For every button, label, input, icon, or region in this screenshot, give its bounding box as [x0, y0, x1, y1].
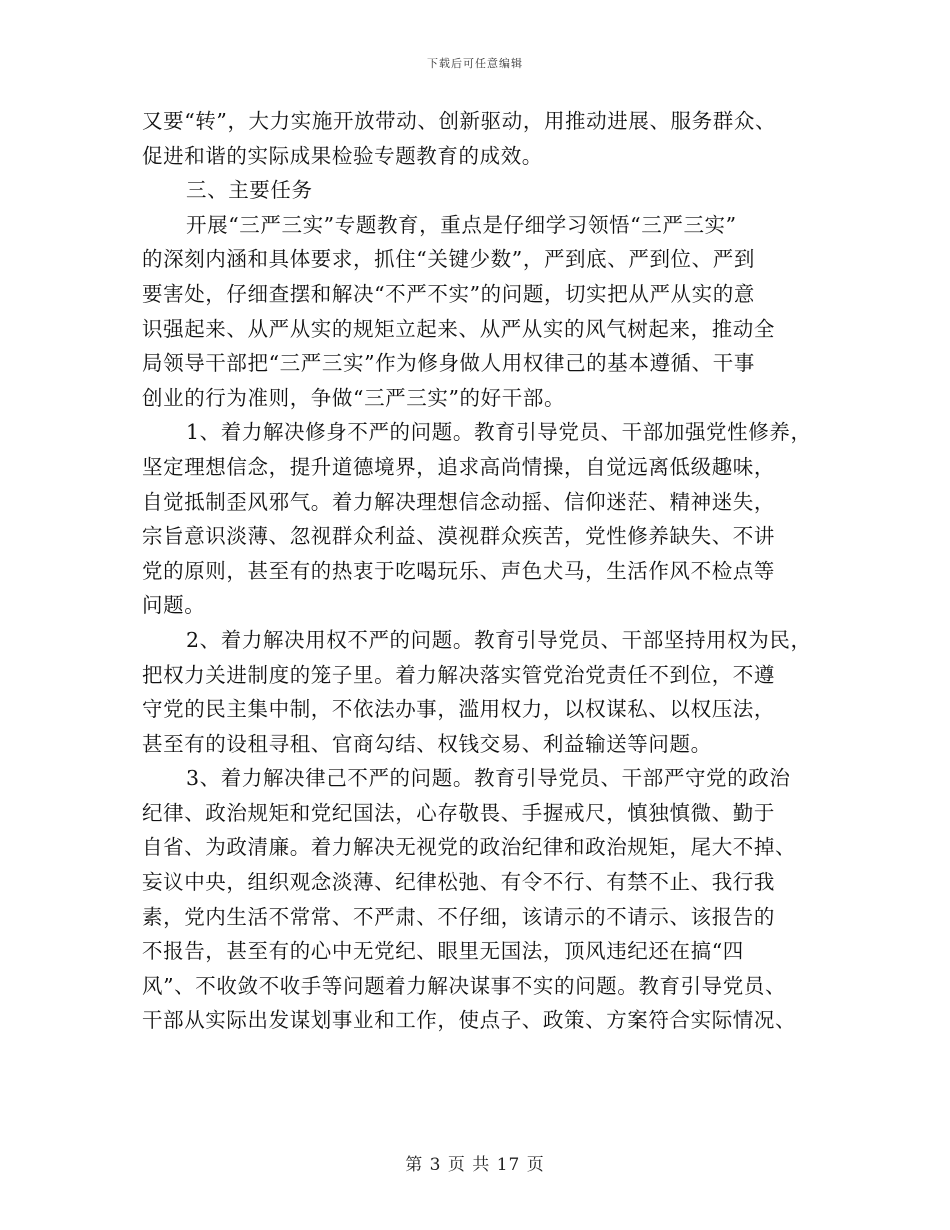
text-line: 风”、不收敛不收手等问题着力解决谋事不实的问题。教育引导党员、: [142, 973, 787, 998]
text-line: 宗旨意识淡薄、忽视群众利益、漠视群众疾苦，党性修养缺失、不讲: [142, 524, 775, 549]
text-line: 妄议中央，组织观念淡薄、纪律松弛、有令不行、有禁不止、我行我: [142, 870, 775, 895]
text-line: 又要“转”，大力实施开放带动、创新驱动，用推动进展、服务群众、: [142, 109, 777, 133]
text-line: 2、着力解决用权不严的问题。教育引导党员、干部坚持用权为民，: [186, 627, 812, 652]
text-line: 干部从实际出发谋划事业和工作，使点子、政策、方案符合实际情况、: [142, 1008, 797, 1033]
text-line: 素，党内生活不常常、不严肃、不仔细，该请示的不请示、该报告的: [142, 904, 775, 929]
text-line: 局领导干部把“三严三实”作为修身做人用权律己的基本遵循、干事: [142, 351, 755, 376]
text-line: 甚至有的设租寻租、官商勾结、权钱交易、利益输送等问题。: [142, 731, 712, 756]
text-line: 坚定理想信念，提升道德境界，追求高尚情操，自觉远离低级趣味，: [142, 454, 775, 479]
text-line: 纪律、政治规矩和党纪国法，心存敬畏、手握戒尺，慎独慎微、勤于: [142, 800, 775, 825]
document-body: [142, 104, 822, 1038]
text-line: 党的原则，甚至有的热衷于吃喝玩乐、声色犬马，生活作风不检点等: [142, 558, 775, 583]
text-line: 3、着力解决律己不严的问题。教育引导党员、干部严守党的政治: [186, 766, 791, 791]
text-line: 守党的民主集中制，不依法办事，滥用权力，以权谋私、以权压法，: [142, 697, 775, 722]
text-line: 创业的行为准则，争做“三严三实”的好干部。: [142, 385, 566, 410]
text-line: 不报告，甚至有的心中无党纪、眼里无国法，顶风违纪还在搞“四: [142, 939, 744, 964]
text-line: 要害处，仔细查摆和解决“不严不实”的问题，切实把从严从实的意: [142, 281, 755, 306]
section-heading: 三、主要任务: [186, 178, 313, 203]
text-line: 开展“三严三实”专题教育，重点是仔细学习领悟“三严三实”: [186, 212, 737, 237]
text-line: 自省、为政清廉。着力解决无视党的政治纪律和政治规矩，尾大不掉、: [142, 835, 797, 860]
text-line: 识强起来、从严从实的规矩立起来、从严从实的风气树起来，推动全: [142, 316, 775, 341]
text-line: 问题。: [142, 593, 206, 618]
text-line: 把权力关进制度的笼子里。着力解决落实管党治党责任不到位，不遵: [142, 662, 775, 687]
text-line: 的深刻内涵和具体要求，抓住“关键少数”，严到底、严到位、严到: [142, 247, 755, 272]
text-line: 自觉抵制歪风邪气。着力解决理想信念动摇、信仰迷茫、精神迷失，: [142, 489, 775, 514]
page-header: 下载后可任意编辑: [427, 57, 523, 70]
text-line: 1、着力解决修身不严的问题。教育引导党员、干部加强党性修养，: [186, 420, 812, 445]
page-number-footer: 第 3 页 共 17 页: [405, 1155, 545, 1175]
text-line: 促进和谐的实际成果检验专题教育的成效。: [142, 143, 543, 168]
